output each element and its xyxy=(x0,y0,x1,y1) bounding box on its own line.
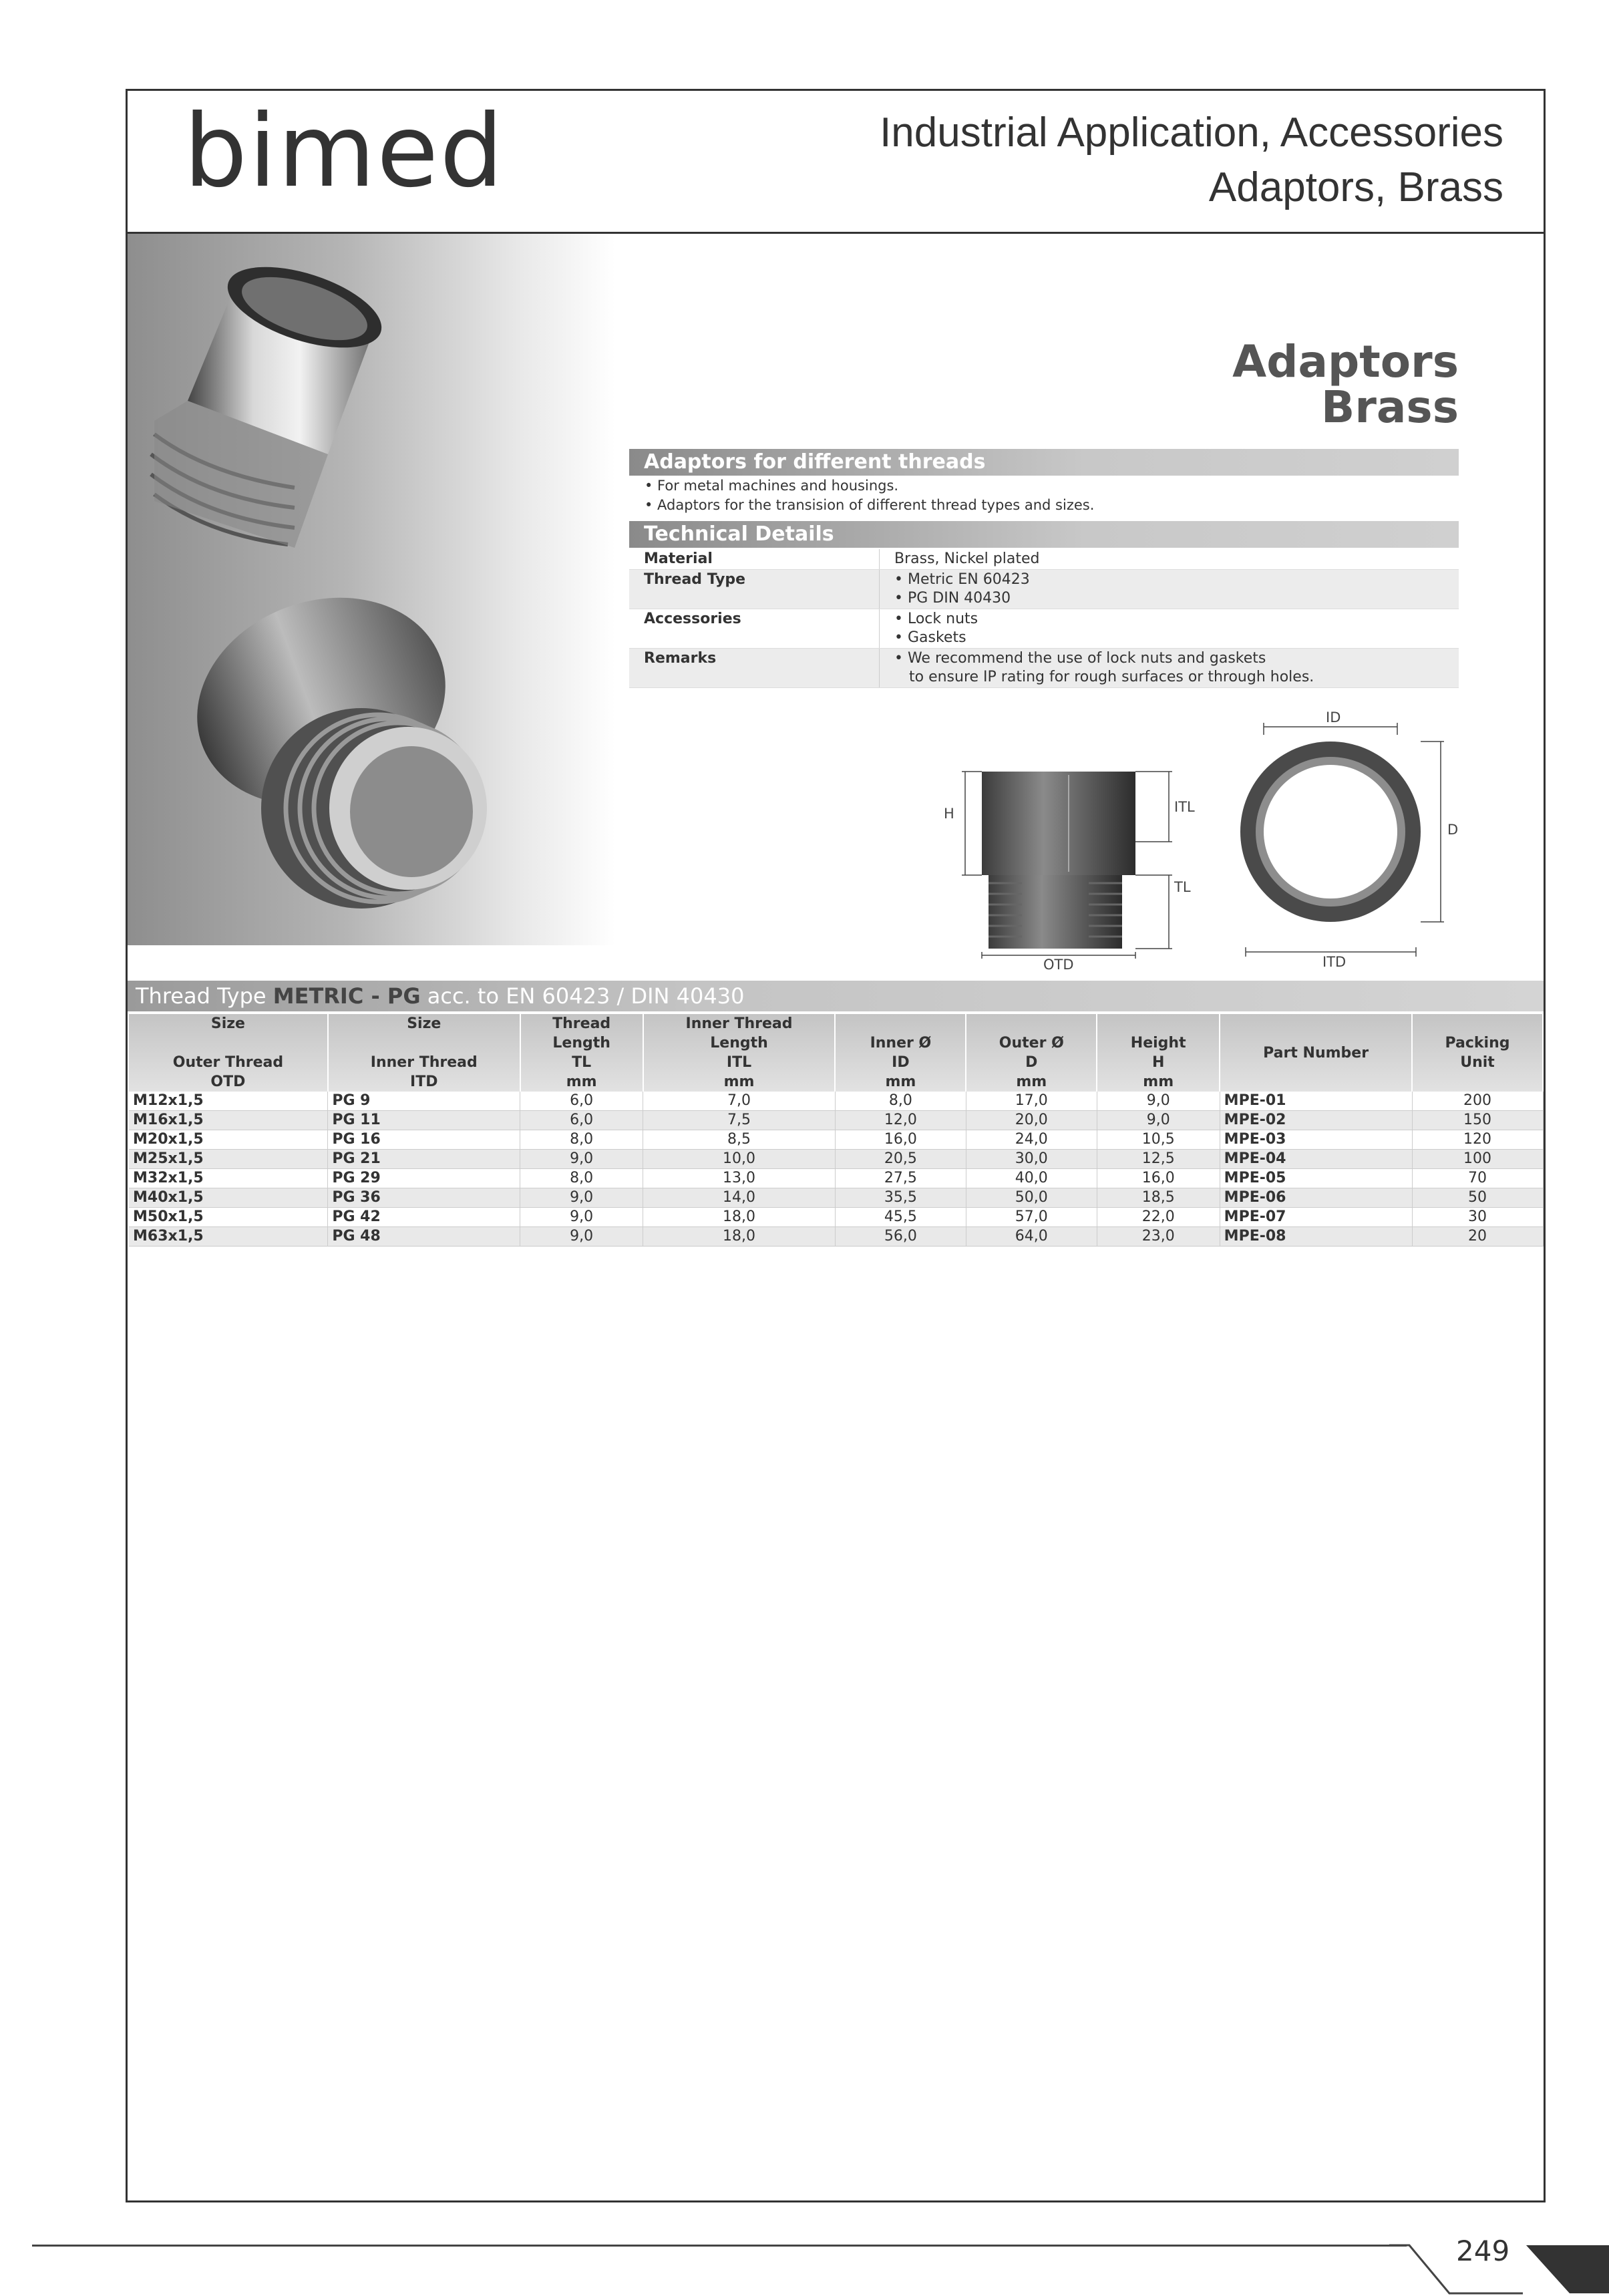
product-table xyxy=(129,1014,1544,1247)
thread-type-bar xyxy=(128,981,1544,1011)
table-header-row xyxy=(129,1014,1543,1092)
page-title xyxy=(880,106,1503,215)
table-cell: 27,5 xyxy=(835,1169,966,1188)
table-cell: PG 11 xyxy=(328,1111,520,1130)
bullet-item: • For metal machines and housings. xyxy=(645,478,899,494)
table-cell: MPE-06 xyxy=(1220,1188,1412,1208)
bullet-item: • Adaptors for the transision of different thread types and sizes. xyxy=(645,497,1095,513)
page-title-line1: Industrial Application, Accessories xyxy=(880,110,1503,156)
product-title-line2: Brass xyxy=(1321,381,1459,433)
table-cell: MPE-01 xyxy=(1220,1092,1412,1111)
table-cell: 70 xyxy=(1412,1169,1543,1188)
table-cell: M50x1,5 xyxy=(129,1208,328,1227)
table-cell: 200 xyxy=(1412,1092,1543,1111)
tech-value-line: • Lock nuts xyxy=(894,611,978,627)
table-cell: MPE-04 xyxy=(1220,1150,1412,1169)
section-heading-technical: Technical Details xyxy=(629,521,1459,548)
table-cell: 20,5 xyxy=(835,1150,966,1169)
page-title-line2: Adaptors, Brass xyxy=(1208,164,1503,210)
table-cell: M40x1,5 xyxy=(129,1188,328,1208)
adaptor-side-body xyxy=(982,772,1135,875)
dim-label-id: ID xyxy=(1326,709,1341,725)
table-cell: 23,0 xyxy=(1097,1227,1220,1247)
table-cell: 40,0 xyxy=(966,1169,1097,1188)
table-cell: 20 xyxy=(1412,1227,1543,1247)
table-row xyxy=(129,1130,1543,1150)
page-number: 249 xyxy=(1456,2235,1510,2267)
tech-value xyxy=(880,570,1459,609)
table-cell: 17,0 xyxy=(966,1092,1097,1111)
brand-logo: bimed xyxy=(184,94,505,210)
tech-value-line: to ensure IP rating for rough surfaces or through holes. xyxy=(909,669,1314,685)
table-row xyxy=(129,1188,1543,1208)
tech-value-line: • We recommend the use of lock nuts and gaskets xyxy=(894,650,1266,667)
table-cell: 18,0 xyxy=(643,1208,836,1227)
col-header-inner-diameter: Inner Ø ID mm xyxy=(835,1014,966,1092)
technical-drawing xyxy=(935,708,1469,975)
table-cell: MPE-08 xyxy=(1220,1227,1412,1247)
col-header-packing-unit: Packing Unit xyxy=(1412,1014,1543,1092)
tech-value-line: • Gaskets xyxy=(894,629,966,646)
table-cell: M16x1,5 xyxy=(129,1111,328,1130)
table-cell: 9,0 xyxy=(1097,1092,1220,1111)
table-cell: PG 29 xyxy=(328,1169,520,1188)
thread-type-prefix: Thread Type xyxy=(136,983,273,1009)
table-cell: 8,0 xyxy=(835,1092,966,1111)
tech-key: Material xyxy=(629,549,880,570)
table-cell: 12,5 xyxy=(1097,1150,1220,1169)
table-cell: 24,0 xyxy=(966,1130,1097,1150)
table-cell: 20,0 xyxy=(966,1111,1097,1130)
bullet-list xyxy=(645,476,1094,515)
table-cell: 100 xyxy=(1412,1150,1543,1169)
table-cell: 120 xyxy=(1412,1130,1543,1150)
table-cell: PG 9 xyxy=(328,1092,520,1111)
col-header-inner-thread-length: Inner Thread Length ITL mm xyxy=(643,1014,836,1092)
dim-label-d: D xyxy=(1447,822,1459,838)
table-cell: M25x1,5 xyxy=(129,1150,328,1169)
table-cell: 50,0 xyxy=(966,1188,1097,1208)
table-row xyxy=(129,1111,1543,1130)
tech-key: Accessories xyxy=(629,609,880,649)
table-cell: 9,0 xyxy=(520,1208,643,1227)
table-cell: 7,5 xyxy=(643,1111,836,1130)
product-title xyxy=(1232,336,1459,433)
technical-details-table xyxy=(629,549,1459,688)
table-cell: 12,0 xyxy=(835,1111,966,1130)
col-header-outer-thread: Size Outer Thread OTD xyxy=(129,1014,328,1092)
table-cell: M20x1,5 xyxy=(129,1130,328,1150)
table-cell: 10,5 xyxy=(1097,1130,1220,1150)
table-cell: 10,0 xyxy=(643,1150,836,1169)
table-cell: PG 36 xyxy=(328,1188,520,1208)
table-cell: 57,0 xyxy=(966,1208,1097,1227)
table-cell: 30,0 xyxy=(966,1150,1097,1169)
tech-row xyxy=(629,570,1459,609)
tech-value-line: Brass, Nickel plated xyxy=(894,550,1040,567)
dim-label-itl: ITL xyxy=(1174,799,1195,815)
table-cell: 16,0 xyxy=(835,1130,966,1150)
dim-label-otd: OTD xyxy=(1043,957,1074,973)
table-row xyxy=(129,1150,1543,1169)
table-cell: M12x1,5 xyxy=(129,1092,328,1111)
table-cell: 8,0 xyxy=(520,1130,643,1150)
tech-value-line: • PG DIN 40430 xyxy=(894,590,1011,607)
col-header-part-number: Part Number xyxy=(1220,1014,1412,1092)
product-title-line1: Adaptors xyxy=(1232,336,1459,387)
table-cell: 7,0 xyxy=(643,1092,836,1111)
col-header-thread-length: Thread Length TL mm xyxy=(520,1014,643,1092)
table-cell: 13,0 xyxy=(643,1169,836,1188)
tech-value-line: • Metric EN 60423 xyxy=(894,571,1030,588)
table-cell: 6,0 xyxy=(520,1111,643,1130)
col-header-outer-diameter: Outer Ø D mm xyxy=(966,1014,1097,1092)
tech-value xyxy=(880,609,1459,649)
table-cell: 30 xyxy=(1412,1208,1543,1227)
table-cell: 35,5 xyxy=(835,1188,966,1208)
table-cell: 150 xyxy=(1412,1111,1543,1130)
table-cell: 18,0 xyxy=(643,1227,836,1247)
footer-line xyxy=(32,2245,1407,2247)
tech-key: Remarks xyxy=(629,649,880,688)
tech-value xyxy=(880,549,1459,570)
table-cell: 22,0 xyxy=(1097,1208,1220,1227)
table-cell: PG 16 xyxy=(328,1130,520,1150)
tech-row xyxy=(629,549,1459,570)
section-heading-threads: Adaptors for different threads xyxy=(629,449,1459,476)
dim-label-itd: ITD xyxy=(1322,954,1347,970)
table-cell: PG 42 xyxy=(328,1208,520,1227)
thread-type-suffix: acc. to EN 60423 / DIN 40430 xyxy=(420,983,745,1009)
thread-type-bold: METRIC - PG xyxy=(273,983,421,1009)
table-cell: 56,0 xyxy=(835,1227,966,1247)
table-cell: 45,5 xyxy=(835,1208,966,1227)
product-photo xyxy=(128,234,615,945)
table-cell: 14,0 xyxy=(643,1188,836,1208)
dim-label-tl: TL xyxy=(1174,879,1191,895)
table-cell: MPE-05 xyxy=(1220,1169,1412,1188)
table-cell: M63x1,5 xyxy=(129,1227,328,1247)
table-row xyxy=(129,1169,1543,1188)
table-cell: PG 21 xyxy=(328,1150,520,1169)
table-cell: 9,0 xyxy=(1097,1111,1220,1130)
table-cell: 16,0 xyxy=(1097,1169,1220,1188)
table-cell: MPE-03 xyxy=(1220,1130,1412,1150)
brass-adaptors-image xyxy=(128,234,615,945)
table-cell: MPE-07 xyxy=(1220,1208,1412,1227)
tech-row xyxy=(629,609,1459,649)
tech-row xyxy=(629,649,1459,688)
table-cell: 6,0 xyxy=(520,1092,643,1111)
table-cell: 18,5 xyxy=(1097,1188,1220,1208)
table-cell: MPE-02 xyxy=(1220,1111,1412,1130)
table-cell: M32x1,5 xyxy=(129,1169,328,1188)
table-row xyxy=(129,1092,1543,1111)
col-header-height: Height H mm xyxy=(1097,1014,1220,1092)
table-cell: 8,0 xyxy=(520,1169,643,1188)
table-cell: 9,0 xyxy=(520,1188,643,1208)
tech-value xyxy=(880,649,1459,688)
table-cell: PG 48 xyxy=(328,1227,520,1247)
table-cell: 9,0 xyxy=(520,1227,643,1247)
col-header-inner-thread: Size Inner Thread ITD xyxy=(328,1014,520,1092)
table-row xyxy=(129,1208,1543,1227)
dim-label-h: H xyxy=(944,806,954,822)
table-cell: 64,0 xyxy=(966,1227,1097,1247)
table-cell: 9,0 xyxy=(520,1150,643,1169)
tech-key: Thread Type xyxy=(629,570,880,609)
table-cell: 8,5 xyxy=(643,1130,836,1150)
table-row xyxy=(129,1227,1543,1247)
table-cell: 50 xyxy=(1412,1188,1543,1208)
